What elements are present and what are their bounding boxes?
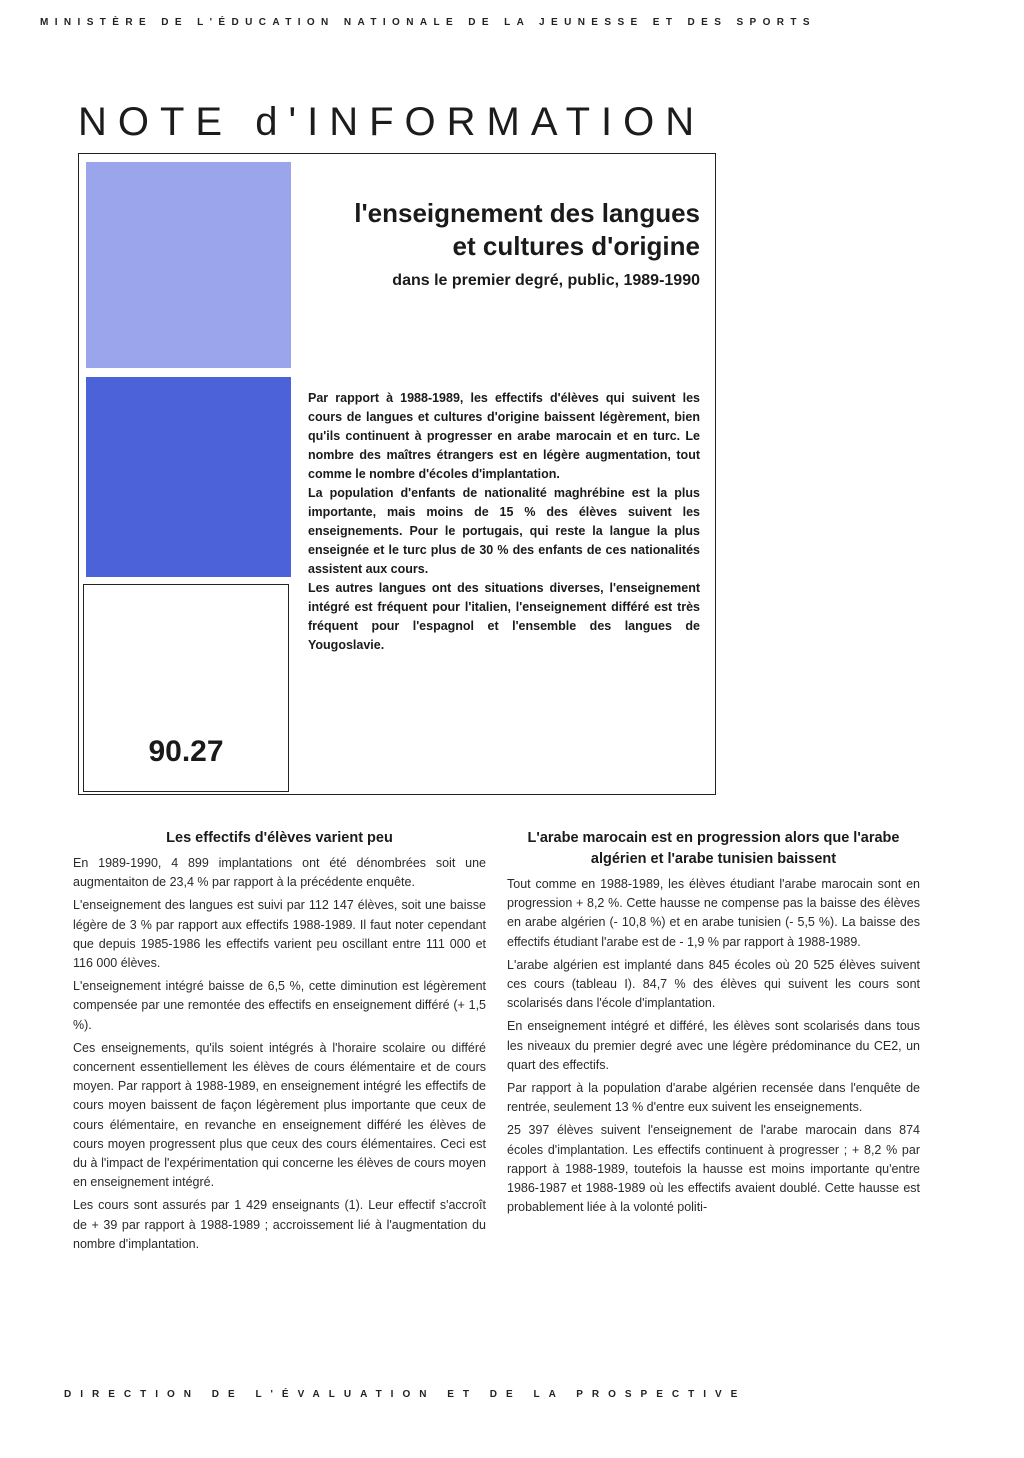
summary-paragraph: La population d'enfants de nationalité maghrébine est la plus importante, mais moins de 15 % des élèves suivent les enseignements. Pour le portugais, qui reste la langue la plus enseignée et le turc plus de 30 % des enfants de ces nationalités assistent aux cours. <box>308 486 700 576</box>
decorative-light-block <box>86 162 291 368</box>
body-paragraph: En enseignement intégré et différé, les élèves sont scolarisés dans tous les niveaux du premier degré avec une légère prédominance du CE2, un quart des effectifs. <box>507 1019 920 1072</box>
summary-abstract <box>308 389 700 655</box>
page-title: NOTE d'INFORMATION <box>78 100 706 144</box>
body-paragraph: Tout comme en 1988-1989, les élèves étudiant l'arabe marocain sont en progression + 8,2 %. Cette hausse ne compense pas la baisse des élèves en arabe algérien (- 10,8 %) et en arabe tunisien (- 5,5 %). La baisse des effectifs étudiant l'arabe est de - 1,9 % par rapport à 1988-1989. <box>507 877 920 949</box>
body-paragraph: En 1989-1990, 4 899 implantations ont été dénombrées soit une augmentaiton de 23,4 % par rapport à la précédente enquête. <box>73 856 486 890</box>
note-number-box <box>83 584 289 792</box>
note-number: 90.27 <box>148 735 224 768</box>
summary-paragraph: Les autres langues ont des situations diverses, l'enseignement intégré est fréquent pour l'italien, l'enseignement différé est très fréquent pour l'espagnol et l'ensemble des langues de Yougoslavie. <box>308 581 700 652</box>
ministry-header: MINISTÈRE DE L'ÉDUCATION NATIONALE DE LA JEUNESSE ET DES SPORTS <box>40 17 816 28</box>
right-column <box>507 828 920 1221</box>
left-column <box>73 828 486 1258</box>
document-subhead: dans le premier degré, public, 1989-1990 <box>392 272 700 289</box>
body-paragraph: Par rapport à la population d'arabe algérien recensée dans l'enquête de rentrée, seulement 13 % d'entre eux suivent les enseignements. <box>507 1081 920 1115</box>
direction-footer: DIRECTION DE L'ÉVALUATION ET DE LA PROSPECTIVE <box>64 1389 747 1400</box>
summary-paragraph: Par rapport à 1988-1989, les effectifs d'élèves qui suivent les cours de langues et cultures d'origine baissent légèrement, bien qu'ils continuent à progresser en arabe marocain et en turc. Le nombre des maîtres étrangers est en légère augmentation, tout comme le nombre d'écoles d'implantation. <box>308 391 700 481</box>
body-paragraph: Ces enseignements, qu'ils soient intégrés à l'horaire scolaire ou différé concernent essentiellement les élèves de cours élémentaire et de cours moyen. Par rapport à 1988-1989, en enseignement intégré les effectifs de cours moyen baissent de façon légèrement plus importante que ceux de cours élémentaire, en revanche en enseignement différé les élèves de cours moyen progressent plus que ceux des cours élémentaires. Ceci est du à l'impact de l'expérimentation qui concerne les élèves de cours moyen en enseignement intégré. <box>73 1040 486 1190</box>
body-paragraph: 25 397 élèves suivent l'enseignement de l'arabe marocain dans 874 écoles d'implantation. Les effectifs continuent à progresser ; + 8,2 % par rapport à 1988-1989, toutefois la hausse est moins importante qu'entre 1986-1987 et 1988-1989 où les effectifs avaient doublé. Cette hausse est probablement liée à la volonté politi- <box>507 1123 920 1215</box>
section-heading: Les effectifs d'élèves varient peu <box>166 830 393 846</box>
body-paragraph: L'enseignement intégré baisse de 6,5 %, cette diminution est légèrement compensée par une remontée des effectifs en enseignement différé (+ 1,5 %). <box>73 979 486 1032</box>
body-paragraph: L'enseignement des langues est suivi par 112 147 élèves, soit une baisse légère de 3 % par rapport aux effectifs 1988-1989. Il faut noter cependant que depuis 1985-1986 les effectifs varient peu oscillant entre 111 000 et 116 000 élèves. <box>73 898 486 971</box>
document-headline <box>300 197 700 263</box>
headline-line-2: et cultures d'origine <box>452 231 700 261</box>
section-heading: L'arabe marocain est en progression alors que l'arabe algérien et l'arabe tunisien baissent <box>527 830 900 867</box>
headline-line-1: l'enseignement des langues <box>354 198 700 228</box>
decorative-dark-block <box>86 377 291 577</box>
body-paragraph: Les cours sont assurés par 1 429 enseignants (1). Leur effectif s'accroît de + 39 par rapport à 1988-1989 ; accroissement lié à l'augmentation du nombre d'implantation. <box>73 1198 486 1251</box>
body-paragraph: L'arabe algérien est implanté dans 845 écoles où 20 525 élèves suivent ces cours (tableau I). 84,7 % des élèves qui suivent les cours sont scolarisés dans l'école d'implantation. <box>507 957 920 1011</box>
